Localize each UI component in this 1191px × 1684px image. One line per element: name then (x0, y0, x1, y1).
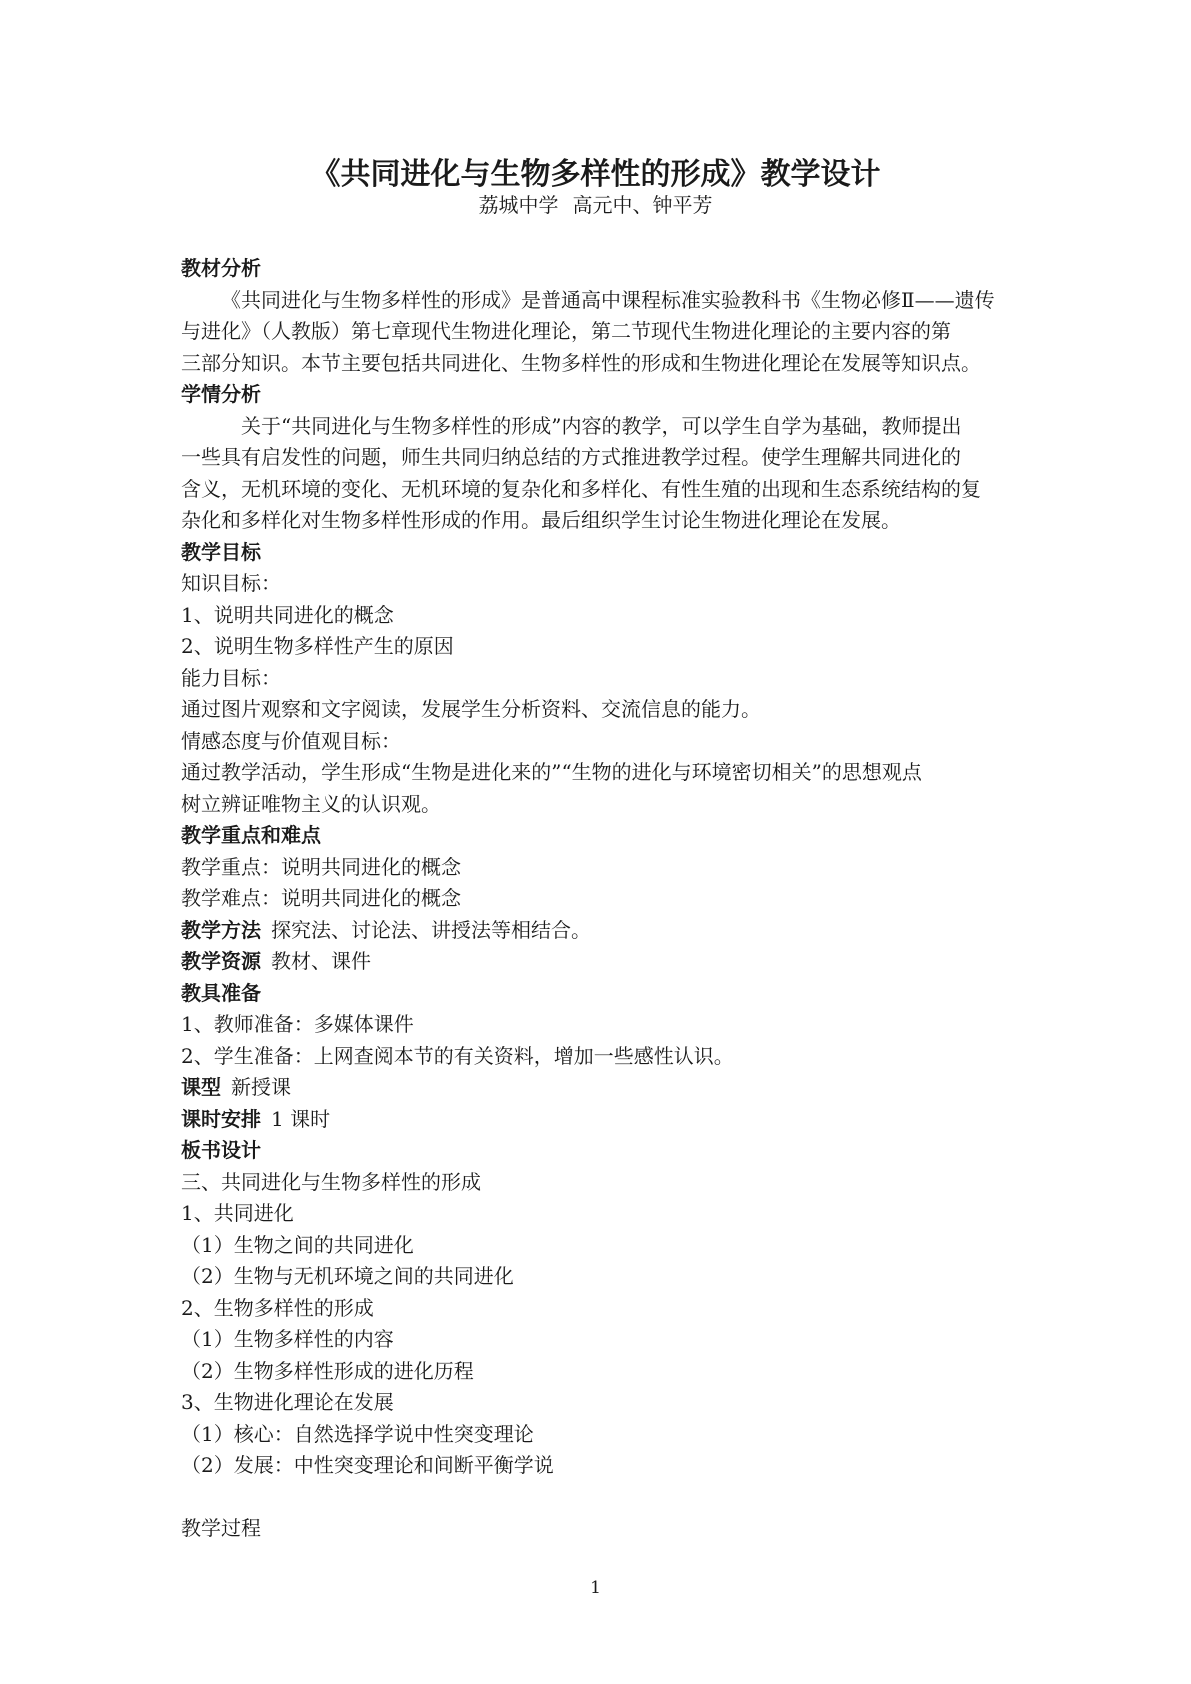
schedule-text: 1 课时 (271, 1106, 331, 1131)
material-line: 《共同进化与生物多样性的形成》是普通高中课程标准实验教科书《生物必修Ⅱ——遗传 (221, 287, 995, 312)
resources-row (181, 946, 1021, 978)
board-item: （1）生物之间的共同进化 (181, 1232, 414, 1257)
heading-material: 教材分析 (181, 256, 261, 280)
board-item: 2、生物多样性的形成 (181, 1295, 374, 1320)
board-item: （2）发展：中性突变理论和间断平衡学说 (181, 1453, 554, 1477)
resources-text: 教材、课件 (271, 949, 371, 973)
author-names: 高元中、钟平芳 (572, 193, 713, 217)
keypoint-focus: 教学重点：说明共同进化的概念 (181, 854, 461, 879)
method-text: 探究法、讨论法、讲授法等相结合。 (271, 917, 591, 942)
material-line: 三部分知识。本节主要包括共同进化、生物多样性的形成和生物进化理论在发展等知识点。 (181, 350, 981, 375)
board-item: 3、生物进化理论在发展 (181, 1390, 394, 1414)
keypoint-difficulty: 教学难点：说明共同进化的概念 (181, 886, 461, 910)
schedule-row (181, 1104, 1021, 1136)
emotion-line: 树立辨证唯物主义的认识观。 (181, 791, 441, 816)
heading-students: 学情分析 (181, 382, 261, 406)
blank-line (181, 1482, 1021, 1514)
author-school: 荔城中学 (478, 193, 559, 217)
method-row (181, 915, 1021, 947)
emotion-line: 通过教学活动，学生形成“生物是进化来的”“生物的进化与环境密切相关”的思想观点 (181, 760, 922, 784)
heading-keypoints: 教学重点和难点 (181, 823, 321, 847)
ability-text: 通过图片观察和文字阅读，发展学生分析资料、交流信息的能力。 (181, 697, 761, 721)
knowledge-label: 知识目标： (181, 571, 281, 595)
ability-label: 能力目标： (181, 665, 281, 690)
knowledge-item: 2、说明生物多样性产生的原因 (181, 634, 454, 658)
document-title: 《共同进化与生物多样性的形成》教学设计 (310, 157, 881, 192)
emotion-label: 情感态度与价值观目标： (181, 728, 401, 753)
board-item: 三、共同进化与生物多样性的形成 (181, 1169, 481, 1194)
lesson-type-row (181, 1072, 1021, 1104)
author-line (0, 191, 1191, 219)
page-number: 1 (590, 1578, 601, 1598)
board-item: （2）生物与无机环境之间的共同进化 (181, 1264, 514, 1288)
students-line: 关于“共同进化与生物多样性的形成”内容的教学，可以学生自学为基础，教师提出 (241, 413, 962, 438)
lesson-type-text: 新授课 (231, 1075, 291, 1099)
heading-resources: 教学资源 (181, 949, 261, 973)
heading-method: 教学方法 (181, 917, 261, 942)
board-item: （2）生物多样性形成的进化历程 (181, 1358, 474, 1383)
students-line: 杂化和多样化对生物多样性形成的作用。最后组织学生讨论生物进化理论在发展。 (181, 508, 901, 532)
heading-preparation: 教具准备 (181, 980, 261, 1005)
heading-goals: 教学目标 (181, 539, 261, 564)
preparation-item: 2、学生准备：上网查阅本节的有关资料，增加一些感性认识。 (181, 1043, 734, 1068)
heading-process: 教学过程 (181, 1516, 261, 1540)
material-line: 与进化》（人教版）第七章现代生物进化理论，第二节现代生物进化理论的主要内容的第 (181, 319, 951, 343)
document-body (181, 253, 1021, 1545)
students-line: 一些具有启发性的问题，师生共同归纳总结的方式推进教学过程。使学生理解共同进化的 (181, 445, 961, 469)
board-item: （1）生物多样性的内容 (181, 1327, 394, 1351)
board-item: 1、共同进化 (181, 1201, 294, 1225)
knowledge-item: 1、说明共同进化的概念 (181, 602, 394, 627)
preparation-item: 1、教师准备：多媒体课件 (181, 1012, 414, 1036)
board-item: （1）核心：自然选择学说中性突变理论 (181, 1421, 534, 1446)
heading-board: 板书设计 (181, 1138, 261, 1162)
heading-schedule: 课时安排 (181, 1106, 261, 1131)
heading-lesson-type: 课型 (181, 1075, 221, 1099)
students-line: 含义，无机环境的变化、无机环境的复杂化和多样化、有性生殖的出现和生态系统结构的复 (181, 476, 981, 501)
